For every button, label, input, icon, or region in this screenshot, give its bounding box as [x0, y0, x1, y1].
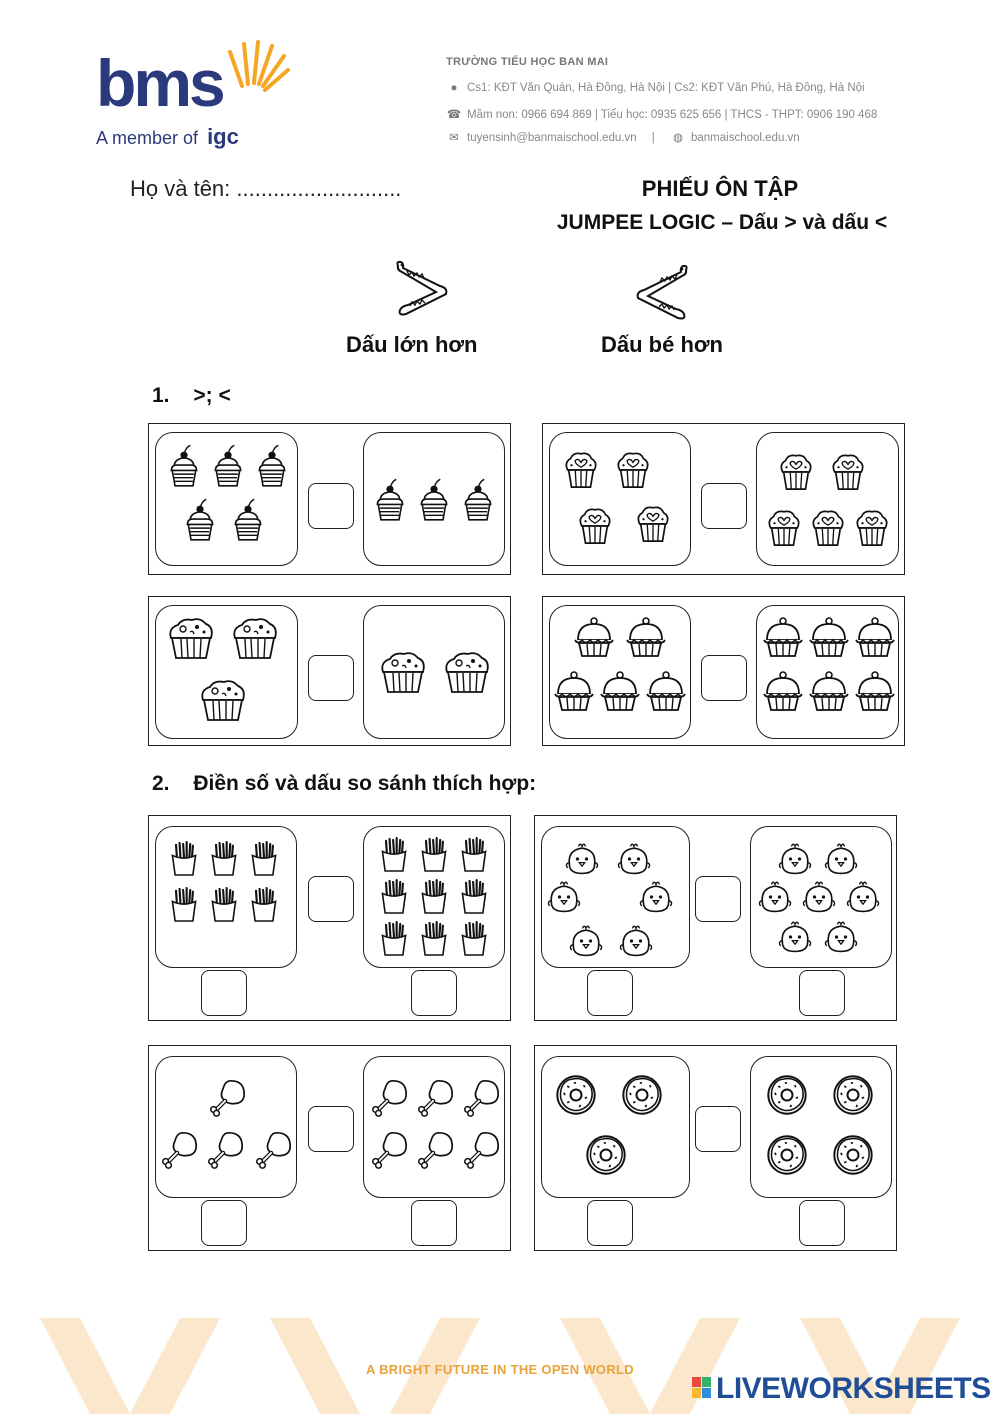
dome-cupcake-icon — [598, 670, 642, 714]
french-fries-icon — [208, 887, 240, 923]
question-2-text: Điền số và dấu so sánh thích hợp: — [193, 772, 537, 795]
french-fries-icon — [168, 887, 200, 923]
q2-group-left — [155, 1056, 297, 1198]
chicken-leg-icon — [204, 1129, 246, 1171]
donut-icon — [831, 1133, 875, 1177]
q1-panel-3 — [148, 596, 511, 746]
cherry-cupcake-icon — [166, 443, 202, 489]
comparison-answer-box[interactable] — [695, 1106, 741, 1152]
cherry-cupcake-icon — [460, 477, 496, 523]
school-name: TRƯỜNG TIỂU HỌC BAN MAI — [446, 56, 609, 68]
q2-panel-1 — [148, 815, 511, 1021]
dome-cupcake-icon — [644, 670, 688, 714]
heart-muffin-icon — [765, 507, 803, 549]
phone-line — [446, 107, 877, 121]
cherry-cupcake-icon — [210, 443, 246, 489]
donut-icon — [831, 1073, 875, 1117]
cherry-cupcake-icon — [372, 477, 408, 523]
count-answer-box-left[interactable] — [587, 970, 633, 1016]
chick-icon — [568, 923, 604, 959]
donut-icon — [620, 1073, 664, 1117]
donut-icon — [765, 1073, 809, 1117]
french-fries-icon — [378, 921, 410, 957]
less-than-label: Dấu bé hơn — [601, 332, 723, 357]
chick-icon — [823, 841, 859, 877]
member-of-label — [96, 124, 239, 150]
cherry-cupcake-icon — [230, 497, 266, 543]
website-text: banmaischool.edu.vn — [691, 132, 800, 144]
q2-group-left — [155, 826, 297, 968]
q2-group-right — [750, 826, 892, 968]
student-name-field[interactable]: Họ và tên: ........................... — [130, 176, 402, 201]
dome-cupcake-icon — [807, 616, 851, 660]
member-prefix: A member of — [96, 128, 199, 148]
question-1-heading — [152, 384, 231, 408]
cherry-cupcake-icon — [254, 443, 290, 489]
chick-icon — [777, 919, 813, 955]
heart-muffin-icon — [576, 505, 614, 547]
chick-icon — [546, 879, 582, 915]
cherry-cupcake-icon — [182, 497, 218, 543]
greater-than-label: Dấu lớn hơn — [346, 332, 478, 357]
comparison-answer-box[interactable] — [308, 1106, 354, 1152]
heart-muffin-icon — [614, 449, 652, 491]
heart-muffin-icon — [777, 451, 815, 493]
french-fries-icon — [418, 921, 450, 957]
footer-slogan: A BRIGHT FUTURE IN THE OPEN WORLD — [366, 1362, 634, 1377]
count-answer-box-right[interactable] — [799, 1200, 845, 1246]
count-answer-box-right[interactable] — [411, 1200, 457, 1246]
question-2-heading — [152, 772, 536, 796]
brand-logo: bms — [96, 46, 223, 120]
donut-icon — [554, 1073, 598, 1117]
dome-cupcake-icon — [552, 670, 596, 714]
chick-icon — [845, 879, 881, 915]
cherry-cupcake-icon — [416, 477, 452, 523]
chick-icon — [618, 923, 654, 959]
count-answer-box-right[interactable] — [411, 970, 457, 1016]
q2-group-left — [541, 1056, 690, 1198]
dome-cupcake-icon — [761, 670, 805, 714]
worksheet-subtitle: JUMPEE LOGIC – Dấu > và dấu < — [556, 211, 888, 234]
frosted-muffin-icon — [442, 650, 492, 696]
donut-icon — [584, 1133, 628, 1177]
question-1-text: >; < — [193, 384, 231, 407]
q1-group-right — [363, 432, 505, 566]
chicken-leg-icon — [252, 1129, 294, 1171]
chicken-leg-icon — [414, 1129, 456, 1171]
dome-cupcake-icon — [624, 616, 668, 660]
frosted-muffin-icon — [198, 678, 248, 724]
question-2-number: 2. — [152, 772, 170, 795]
q1-group-left — [155, 605, 298, 739]
heart-muffin-icon — [853, 507, 891, 549]
chick-icon — [801, 879, 837, 915]
q2-group-right — [363, 826, 505, 968]
frosted-muffin-icon — [230, 616, 280, 662]
q1-panel-1 — [148, 423, 511, 575]
email-text: tuyensinh@banmaischool.edu.vn — [467, 132, 637, 144]
phone-icon: ☎ — [446, 109, 462, 121]
worksheet-title: PHIẾU ÔN TẬP — [641, 176, 799, 201]
french-fries-icon — [168, 841, 200, 877]
q1-group-left — [549, 605, 691, 739]
dome-cupcake-icon — [572, 616, 616, 660]
chicken-leg-icon — [460, 1129, 502, 1171]
chick-icon — [757, 879, 793, 915]
globe-icon: ◍ — [672, 132, 684, 144]
french-fries-icon — [458, 921, 490, 957]
chicken-leg-icon — [414, 1077, 456, 1119]
phone-text: Mầm non: 0966 694 869 | Tiểu học: 0935 625 656 | THCS - THPT: 0906 190 468 — [467, 109, 878, 121]
donut-icon — [765, 1133, 809, 1177]
chick-icon — [823, 919, 859, 955]
dome-cupcake-icon — [807, 670, 851, 714]
q1-group-right — [756, 605, 899, 739]
french-fries-icon — [378, 837, 410, 873]
q2-group-right — [363, 1056, 505, 1198]
member-brand: igc — [207, 124, 239, 149]
crocodile-less-icon — [630, 262, 692, 324]
contact-line: ✉ tuyensinh@banmaischool.edu.vn | ◍ banmaischool.edu.vn — [446, 130, 800, 144]
q2-panel-4 — [534, 1045, 897, 1251]
french-fries-icon — [458, 837, 490, 873]
question-1-number: 1. — [152, 384, 170, 407]
chick-icon — [638, 879, 674, 915]
comparison-answer-box[interactable] — [701, 655, 747, 701]
liveworksheets-watermark[interactable]: LIVEWORKSHEETS — [716, 1372, 991, 1405]
heart-muffin-icon — [562, 449, 600, 491]
mail-icon: ✉ — [449, 132, 459, 144]
frosted-muffin-icon — [166, 616, 216, 662]
frosted-muffin-icon — [378, 650, 428, 696]
comparison-answer-box[interactable] — [308, 483, 354, 529]
chicken-leg-icon — [368, 1129, 410, 1171]
address-line — [446, 82, 865, 94]
chicken-leg-icon — [206, 1077, 248, 1119]
french-fries-icon — [418, 837, 450, 873]
chicken-leg-icon — [460, 1077, 502, 1119]
q1-panel-2 — [542, 423, 905, 575]
q2-group-right — [750, 1056, 892, 1198]
count-answer-box-left[interactable] — [201, 1200, 247, 1246]
french-fries-icon — [458, 879, 490, 915]
french-fries-icon — [418, 879, 450, 915]
count-answer-box-left[interactable] — [587, 1200, 633, 1246]
dome-cupcake-icon — [761, 616, 805, 660]
sun-rays-logo-icon — [222, 38, 292, 98]
dome-cupcake-icon — [853, 670, 897, 714]
q1-group-left — [549, 432, 691, 566]
q2-panel-3 — [148, 1045, 511, 1251]
location-pin-icon: ● — [450, 82, 458, 94]
q1-panel-4 — [542, 596, 905, 746]
crocodile-greater-icon — [392, 258, 454, 320]
comparison-answer-box[interactable] — [695, 876, 741, 922]
q1-group-right — [363, 605, 505, 739]
chick-icon — [564, 841, 600, 877]
french-fries-icon — [248, 841, 280, 877]
comparison-answer-box[interactable] — [308, 655, 354, 701]
count-answer-box-right[interactable] — [799, 970, 845, 1016]
french-fries-icon — [248, 887, 280, 923]
address-text: Cs1: KĐT Văn Quán, Hà Đông, Hà Nội | Cs2: KĐT Văn Phú, Hà Đông, Hà Nội — [467, 82, 865, 94]
count-answer-box-left[interactable] — [201, 970, 247, 1016]
q2-panel-2 — [534, 815, 897, 1021]
chicken-leg-icon — [158, 1129, 200, 1171]
q1-group-left — [155, 432, 298, 566]
heart-muffin-icon — [634, 503, 672, 545]
heart-muffin-icon — [829, 451, 867, 493]
comparison-answer-box[interactable] — [701, 483, 747, 529]
comparison-answer-box[interactable] — [308, 876, 354, 922]
q1-group-right — [756, 432, 899, 566]
chick-icon — [616, 841, 652, 877]
french-fries-icon — [208, 841, 240, 877]
heart-muffin-icon — [809, 507, 847, 549]
chicken-leg-icon — [368, 1077, 410, 1119]
liveworksheets-logo-icon — [692, 1377, 712, 1399]
q2-group-left — [541, 826, 690, 968]
french-fries-icon — [378, 879, 410, 915]
dome-cupcake-icon — [853, 616, 897, 660]
chick-icon — [777, 841, 813, 877]
